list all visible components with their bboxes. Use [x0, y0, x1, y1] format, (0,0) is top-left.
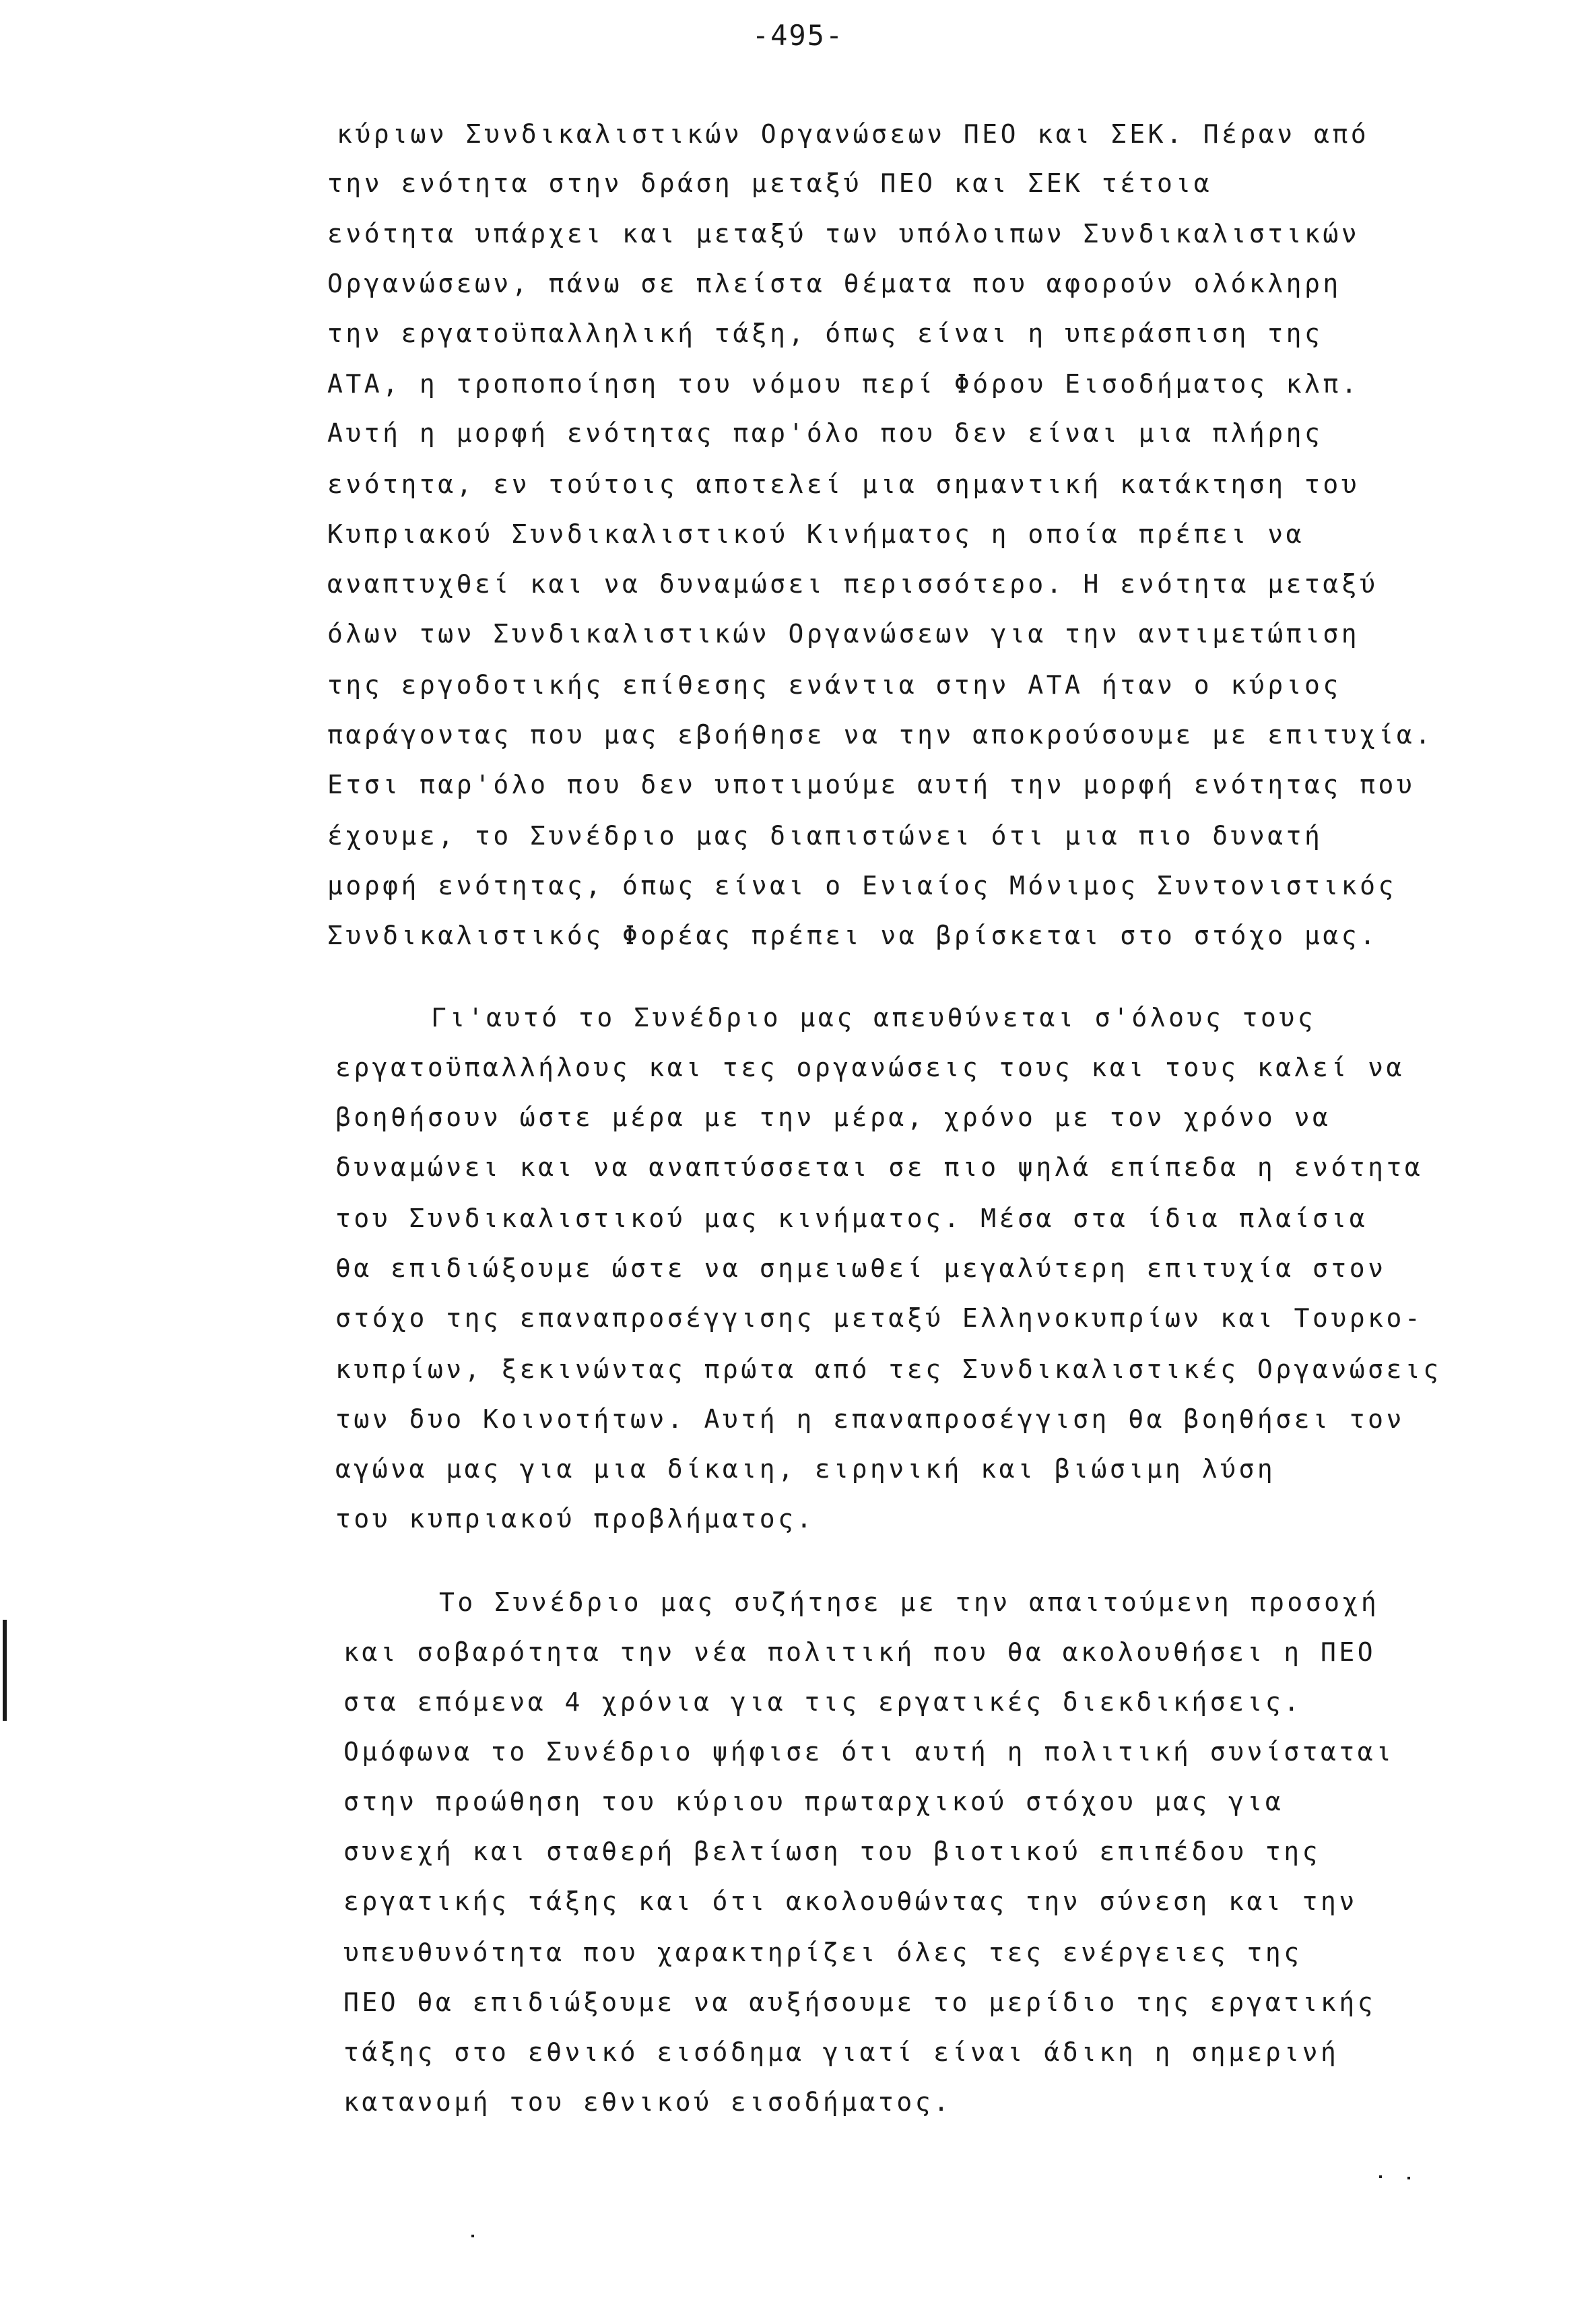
text-line: μορφή ενότητας, όπως είναι ο Ενιαίος Μόνιμος Συντονιστικός — [327, 871, 1397, 900]
text-line: και σοβαρότητα την νέα πολιτική που θα ακολουθήσει η ΠΕΟ — [343, 1637, 1376, 1667]
text-line: παράγοντας που μας εβοήθησε να την αποκρούσουμε με επιτυχία. — [327, 720, 1434, 750]
text-line: υπευθυνότητα που χαρακτηρίζει όλες τες ενέργειες της — [343, 1938, 1302, 1967]
text-line: του κυπριακού προβλήματος. — [335, 1504, 815, 1534]
text-line: θα επιδιώξουμε ώστε να σημειωθεί μεγαλύτερη επιτυχία στον — [335, 1253, 1387, 1283]
text-line: αγώνα μας για μια δίκαιη, ειρηνική και βιώσιμη λύση — [335, 1454, 1276, 1484]
text-line: Αυτή η μορφή ενότητας παρ'όλο που δεν είναι μια πλήρης — [327, 418, 1323, 448]
text-line: ενότητα υπάρχει και μεταξύ των υπόλοιπων Συνδικαλιστικών — [327, 219, 1360, 249]
text-line: ΑΤΑ, η τροποποίηση του νόμου περί Φόρου Εισοδήματος κλπ. — [327, 369, 1360, 399]
text-line: δυναμώνει και να αναπτύσσεται σε πιο ψηλά επίπεδα η ενότητα — [335, 1152, 1424, 1182]
text-line: Οργανώσεων, πάνω σε πλείστα θέματα που αφορούν ολόκληρη — [327, 269, 1341, 298]
text-line: ΠΕΟ θα επιδιώξουμε να αυξήσουμε το μερίδιο της εργατικής — [343, 1987, 1376, 2017]
text-line: συνεχή και σταθερή βελτίωση του βιοτικού επιπέδου της — [343, 1837, 1321, 1866]
text-line: την ενότητα στην δράση μεταξύ ΠΕΟ και ΣΕΚ τέτοια — [327, 168, 1213, 198]
text-line: ενότητα, εν τούτοις αποτελεί μια σημαντική κατάκτηση του — [327, 469, 1360, 499]
scan-speck — [471, 2235, 474, 2237]
text-line: έχουμε, το Συνέδριο μας διαπιστώνει ότι μια πιο δυνατή — [327, 821, 1323, 851]
text-line: Γι'αυτό το Συνέδριο μας απευθύνεται σ'όλους τους — [431, 1003, 1317, 1032]
text-line: αναπτυχθεί και να δυναμώσει περισσότερο. Η ενότητα μεταξύ — [327, 569, 1378, 599]
text-line: όλων των Συνδικαλιστικών Οργανώσεων για την αντιμετώπιση — [327, 619, 1360, 649]
text-line: Ετσι παρ'όλο που δεν υποτιμούμε αυτή την μορφή ενότητας που — [327, 770, 1416, 799]
text-line: εργατικής τάξης και ότι ακολουθώντας την σύνεση και την — [343, 1886, 1358, 1916]
text-line: την εργατοϋπαλληλική τάξη, όπως είναι η υπεράσπιση της — [327, 319, 1323, 348]
text-line: στα επόμενα 4 χρόνια για τις εργατικές διεκδικήσεις. — [343, 1687, 1302, 1717]
text-line: κατανομή του εθνικού εισοδήματος. — [343, 2087, 952, 2117]
text-line: των δυο Κοινοτήτων. Αυτή η επαναπροσέγγιση θα βοηθήσει τον — [335, 1404, 1405, 1434]
scan-speck — [1379, 2175, 1382, 2178]
scan-speck — [1407, 2177, 1410, 2179]
text-line: βοηθήσουν ώστε μέρα με την μέρα, χρόνο με τον χρόνο να — [335, 1103, 1331, 1132]
text-line: της εργοδοτικής επίθεσης ενάντια στην ΑΤΑ ήταν ο κύριος — [327, 670, 1341, 700]
text-line: κυπρίων, ξεκινώντας πρώτα από τες Συνδικαλιστικές Οργανώσεις — [335, 1354, 1442, 1384]
text-line: Κυπριακού Συνδικαλιστικού Κινήματος η οποία πρέπει να — [327, 519, 1305, 549]
text-line: στην προώθηση του κύριου πρωταρχικού στόχου μας για — [343, 1787, 1284, 1816]
text-line: Το Συνέδριο μας συζήτησε με την απαιτούμενη προσοχή — [439, 1587, 1380, 1617]
text-line: του Συνδικαλιστικού μας κινήματος. Μέσα στα ίδια πλαίσια — [335, 1204, 1368, 1233]
scan-edge-mark — [3, 1620, 7, 1721]
text-line: κύριων Συνδικαλιστικών Οργανώσεων ΠΕΟ και ΣΕΚ. Πέραν από — [337, 119, 1370, 149]
text-line: Συνδικαλιστικός Φορέας πρέπει να βρίσκεται στο στόχο μας. — [327, 921, 1378, 950]
page-number: -495- — [752, 19, 844, 52]
text-line: εργατοϋπαλλήλους και τες οργανώσεις τους και τους καλεί να — [335, 1053, 1405, 1082]
text-line: Ομόφωνα το Συνέδριο ψήφισε ότι αυτή η πολιτική συνίσταται — [343, 1737, 1395, 1767]
text-line: τάξης στο εθνικό εισόδημα γιατί είναι άδικη η σημερινή — [343, 2037, 1339, 2067]
text-line: στόχο της επαναπροσέγγισης μεταξύ Ελληνοκυπρίων και Τουρκο- — [335, 1303, 1424, 1333]
